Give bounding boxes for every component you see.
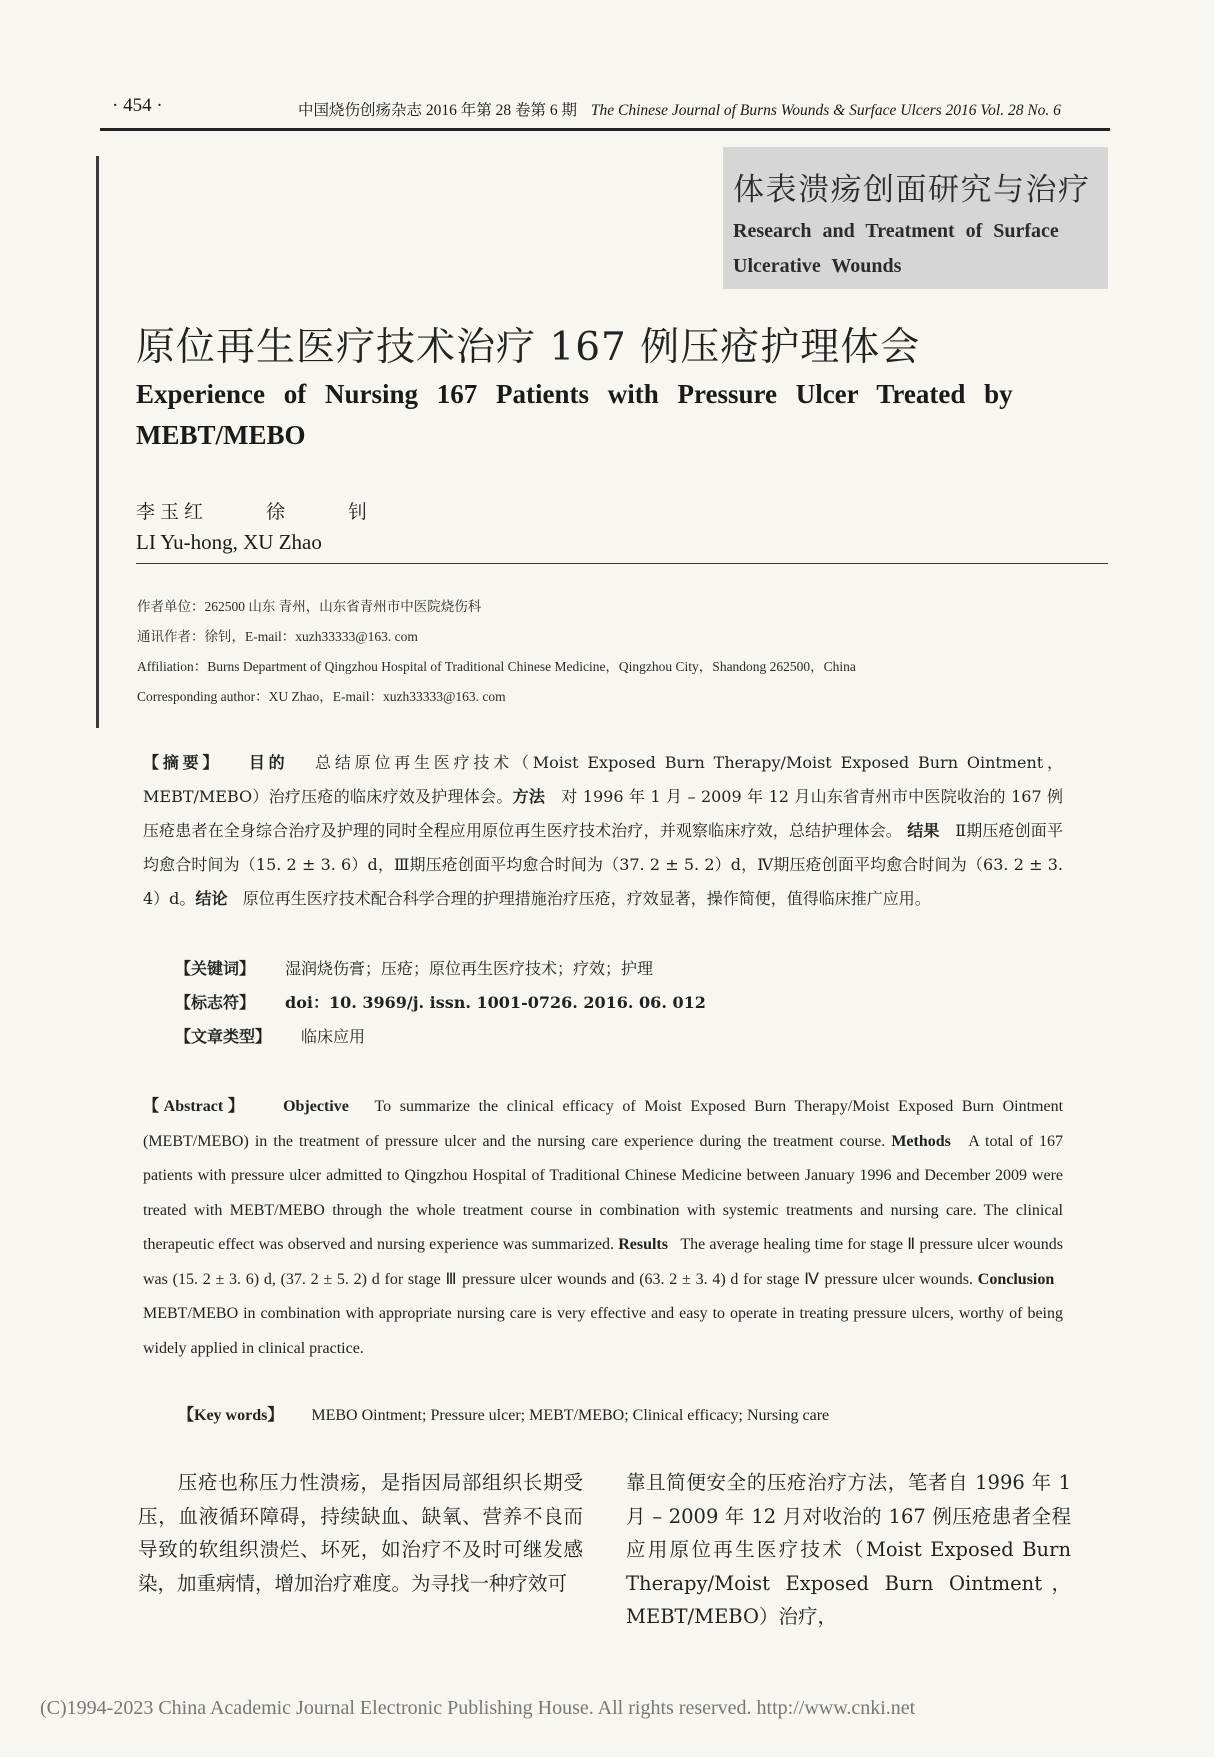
abstract-en-label: 【Abstract】 bbox=[143, 1098, 249, 1115]
abstract-en-methods: A total of 167 patients with pressure ulcer admitted to Qingzhou Hospital of Traditional Chinese Medicine between January 1996 and December 2009 were treated with MEBT/MEBO through the whole treatment course in combination with systemic treatments and nursing care. The clinical therapeutic effect was observed and nursing experience was summarized. bbox=[143, 1132, 1064, 1253]
copyright-notice: (C)1994-2023 China Academic Journal Electronic Publishing House. All rights reserved. http://www.cnki.net bbox=[40, 1697, 916, 1719]
keywords-cn-text: 湿润烧伤膏；压疮；原位再生医疗技术；疗效；护理 bbox=[285, 959, 654, 978]
section-title-cn: 体表溃疡创面研究与治疗 bbox=[733, 172, 1091, 208]
affiliation-en: Affiliation：Burns Department of Qingzhou Hospital of Traditional Chinese Medicine，Qingzhou City，Shandong 262500，China bbox=[137, 659, 856, 674]
abstract-cn-objective: 总结原位再生医疗技术（Moist Exposed Burn Therapy/Moist Exposed Burn Ointment，MEBT/MEBO）治疗压疮的临床疗效及护理体会。 bbox=[143, 753, 1064, 806]
keywords-en-text: MEBO Ointment; Pressure ulcer; MEBT/MEBO; Clinical efficacy; Nursing care bbox=[311, 1407, 830, 1424]
keywords-cn-label: 【关键词】 bbox=[175, 959, 256, 978]
article-title-cn: 原位再生医疗技术治疗 167 例压疮护理体会 bbox=[136, 325, 921, 370]
abstract-en-methods-label: Methods bbox=[891, 1132, 951, 1150]
abstract-en-results-label: Results bbox=[618, 1236, 668, 1253]
running-head-en: The Chinese Journal of Burns Wounds & Surface Ulcers 2016 Vol. 28 No. 6 bbox=[590, 102, 1061, 119]
body-column-right: 靠且简便安全的压疮治疗方法，笔者自 1996 年 1 月 – 2009 年 12 月对收治的 167 例压疮患者全程应用原位再生医疗技术（Moist Exposed Burn Therapy/Moist Exposed Burn Ointment，MEBT/MEBO）治疗， bbox=[626, 1471, 1071, 1628]
doi-text[interactable]: doi：10. 3969/j. issn. 1001-0726. 2016. 06. 012 bbox=[285, 993, 706, 1012]
authors-rule bbox=[136, 563, 1108, 564]
abstract-en-objective: To summarize the clinical efficacy of Moist Exposed Burn Therapy/Moist Exposed Burn Ointment (MEBT/MEBO) in the treatment of pressure ulcer and the nursing care experience during the treatment course. bbox=[143, 1098, 1064, 1150]
doi-label: 【标志符】 bbox=[175, 993, 256, 1012]
article-type-text: 临床应用 bbox=[301, 1027, 366, 1046]
page-number: · 454 · bbox=[112, 95, 163, 116]
abstract-cn-results: Ⅱ期压疮创面平均愈合时间为（15. 2 ± 3. 6）d，Ⅲ期压疮创面平均愈合时间为（37. 2 ± 5. 2）d，Ⅳ期压疮创面平均愈合时间为（63. 2 ± 3. 4）d。 bbox=[143, 821, 1063, 908]
affiliation-cn: 作者单位：262500 山东 青州，山东省青州市中医院烧伤科 bbox=[137, 599, 482, 614]
keywords-en bbox=[178, 1402, 829, 1425]
abstract-cn-label: 【摘要】 bbox=[143, 753, 223, 772]
authors-cn: 李玉红 徐 钊 bbox=[136, 501, 373, 523]
corresponding-author-en: Corresponding author：XU Zhao，E-mail：xuzh33333@163. com bbox=[137, 689, 506, 704]
abstract-cn-methods: 对 1996 年 1 月 – 2009 年 12 月山东省青州市中医院收治的 167 例压疮患者在全身综合治疗及护理的同时全程应用原位再生医疗技术治疗，并观察临床疗效，总结护理体会。 bbox=[143, 787, 1063, 840]
authors-en: LI Yu-hong, XU Zhao bbox=[136, 530, 322, 554]
abstract-en-conclusion-label: Conclusion bbox=[977, 1270, 1055, 1288]
abstract-cn-results-label: 结果 bbox=[907, 821, 940, 840]
corresponding-author-cn: 通讯作者：徐钊，E-mail：xuzh33333@163. com bbox=[137, 629, 418, 644]
keywords-en-label: 【Key words】 bbox=[178, 1407, 284, 1424]
abstract-cn-objective-label: 目的 bbox=[248, 753, 289, 772]
abstract-en-results: The average healing time for stage Ⅱ pressure ulcer wounds was (15. 2 ± 3. 6) d, (37. 2 ± 5. 2) d for stage Ⅲ pressure ulcer wounds and (63. 2 ± 3. 4) d for stage Ⅳ pressure ulcer wounds. bbox=[143, 1236, 1064, 1288]
article-type-label: 【文章类型】 bbox=[175, 1027, 272, 1046]
running-head bbox=[298, 98, 1061, 120]
body-column-left bbox=[138, 1466, 583, 1600]
header-rule bbox=[100, 128, 1110, 131]
abstract-en bbox=[143, 1090, 1063, 1366]
article-type-line bbox=[175, 1024, 365, 1047]
abstract-en-conclusion: MEBT/MEBO in combination with appropriate nursing care is very effective and easy to operate in treating pressure ulcers, worthy of being widely applied in clinical practice. bbox=[143, 1305, 1063, 1357]
abstract-cn-methods-label: 方法 bbox=[512, 787, 546, 806]
body-left-text: 压疮也称压力性溃疡，是指因局部组织长期受压，血液循环障碍，持续缺血、缺氧、营养不良而导致的软组织溃烂、坏死，如治疗不及时可继发感染，加重病情，增加治疗难度。为寻找一种疗效可 bbox=[138, 1471, 583, 1595]
doi-line bbox=[175, 990, 706, 1013]
keywords-cn bbox=[175, 956, 653, 979]
left-margin-bar bbox=[96, 156, 99, 728]
abstract-cn bbox=[143, 746, 1063, 916]
abstract-en-objective-label: Objective bbox=[283, 1098, 349, 1115]
section-title-en: Research and Treatment of Surface Ulcerative Wounds bbox=[733, 220, 1059, 277]
running-head-cn: 中国烧伤创疡杂志 2016 年第 28 卷第 6 期 bbox=[298, 102, 578, 119]
abstract-cn-conclusion: 原位再生医疗技术配合科学合理的护理措施治疗压疮，疗效显著，操作简便，值得临床推广应用。 bbox=[242, 889, 931, 908]
abstract-cn-conclusion-label: 结论 bbox=[195, 889, 228, 908]
article-title-en: Experience of Nursing 167 Patients with Pressure Ulcer Treated by MEBT/MEBO bbox=[136, 379, 1013, 450]
